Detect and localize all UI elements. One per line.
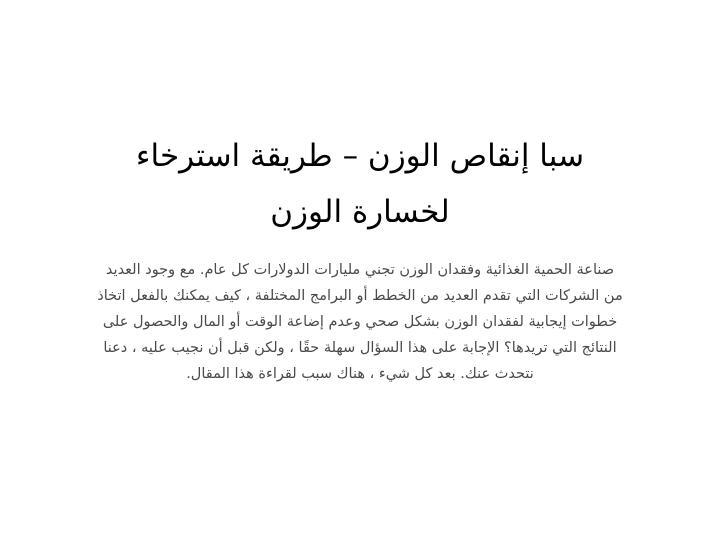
body-line-5: نتحدث عنك. بعد كل شيء ، هناك سبب لقراءة هذا المقال. [186,366,534,382]
body-line-3: خطوات إيجابية لفقدان الوزن بشكل صحي وعدم إضاعة الوقت أو المال والحصول على [102,314,618,330]
body-line-4: النتائج التي تريدها؟ الإجابة على هذا السؤال سهلة حقًا ، ولكن قبل أن نجيب عليه ، دعنا [103,340,617,356]
title-line-1: سبا إنقاص الوزن – طريقة استرخاء [135,138,585,174]
slide-title [70,128,650,240]
body-line-1: صناعة الحمية الغذائية وفقدان الوزن تجني مليارات الدولارات كل عام. مع وجود العديد [105,262,615,278]
slide-body-text [60,257,660,387]
body-line-2: من الشركات التي تقدم العديد من الخطط أو البرامج المختلفة ، كيف يمكنك بالفعل اتخاذ [97,288,623,304]
title-line-2: لخسارة الوزن [270,194,450,230]
